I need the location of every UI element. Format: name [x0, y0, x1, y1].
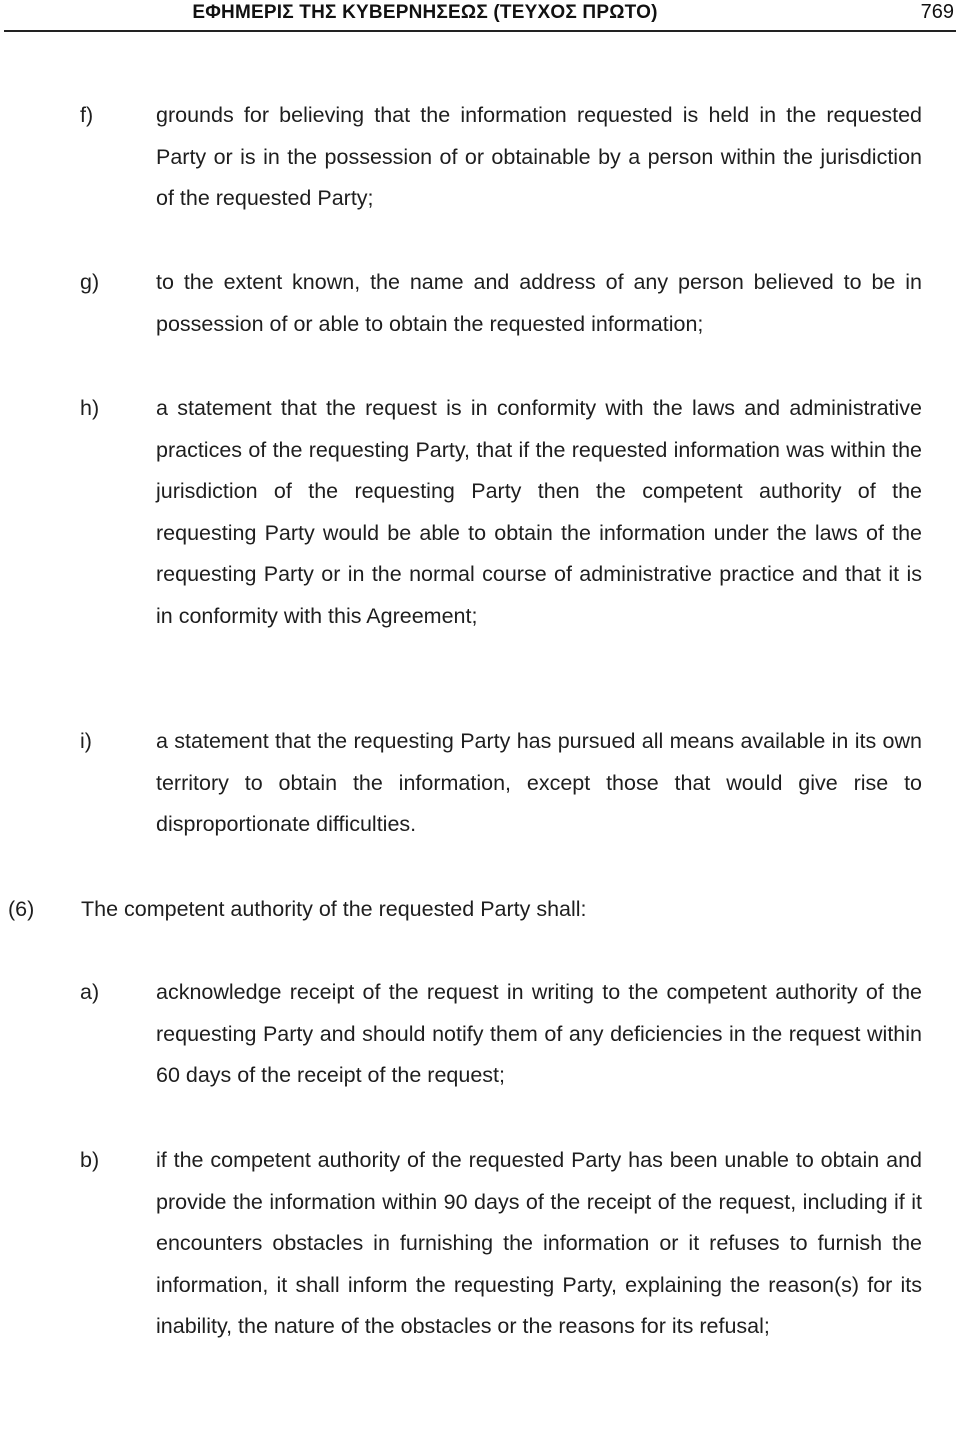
page-header — [0, 0, 960, 30]
list-item-text: acknowledge receipt of the request in writing to the competent authority of the requesting Party and should notify them of any deficiencies in the request within 60 days of the receipt of the request; — [156, 980, 922, 1088]
list-item-text: to the extent known, the name and address of any person believed to be in possession of or able to obtain the requested information; — [156, 270, 922, 336]
list-marker: f) — [80, 103, 94, 127]
list-marker: h) — [80, 396, 100, 420]
page-number: 769 — [920, 1, 954, 23]
section-text: The competent authority of the requested Party shall: — [81, 897, 587, 921]
header-rule — [4, 30, 956, 32]
header-title: ΕΦΗΜΕΡΙΣ ΤΗΣ ΚΥΒΕΡΝΗΣΕΩΣ (ΤΕΥΧΟΣ ΠΡΩΤΟ) — [192, 2, 658, 23]
section-marker: (6) — [8, 897, 35, 921]
list-marker: i) — [80, 729, 92, 753]
list-marker: b) — [80, 1148, 100, 1172]
list-item-text: if the competent authority of the requested Party has been unable to obtain and provide the information within 90 days of the receipt of the request, including if it encounters obstacles in furnishing the information or it refuses to furnish the information, it shall inform the requesting Party, explaining the reason(s) for its inability, the nature of the obstacles or the reasons for its refusal; — [156, 1148, 922, 1339]
list-marker: g) — [80, 270, 100, 294]
list-item-text: grounds for believing that the information requested is held in the requested Party or is in the possession of or obtainable by a person within the jurisdiction of the requested Party; — [156, 103, 922, 211]
list-item-text: a statement that the requesting Party has pursued all means available in its own territory to obtain the information, except those that would give rise to disproportionate difficulties. — [156, 729, 922, 837]
list-marker: a) — [80, 980, 100, 1004]
list-item-text: a statement that the request is in conformity with the laws and administrative practices of the requesting Party, that if the requested information was within the jurisdiction of the requesting Party then the competent authority of the requesting Party would be able to obtain the information under the laws of the requesting Party or in the normal course of administrative practice and that it is in conformity with this Agreement; — [156, 396, 922, 628]
